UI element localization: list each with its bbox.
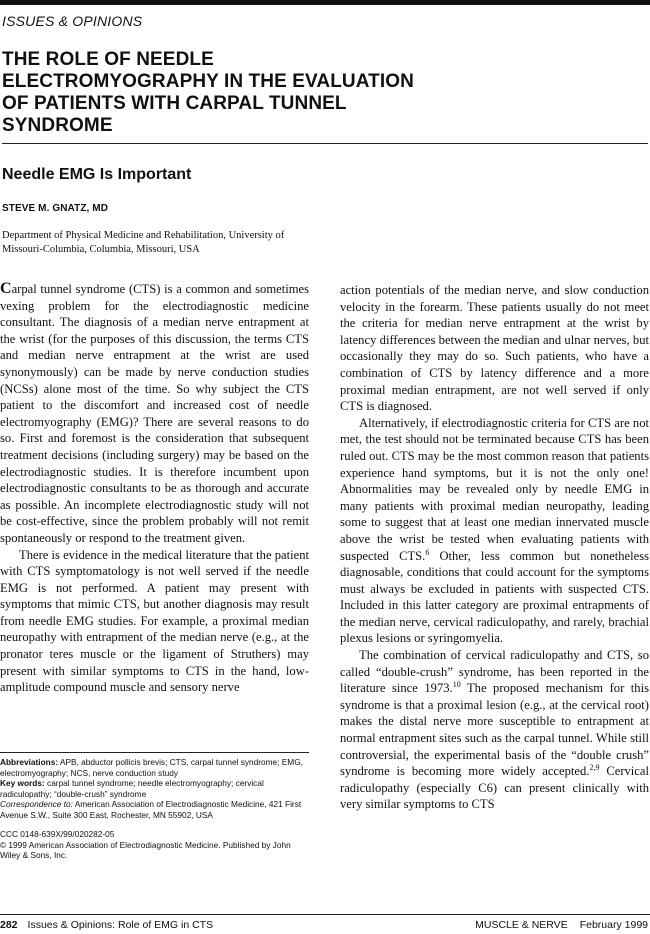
keywords-text: carpal tunnel syndrome; needle electromyography; cervical radiculopathy; “double-crush” syndrome [0, 778, 264, 799]
footer-left [0, 919, 213, 931]
paragraph-text: The combination of cervical radiculopathy and CTS, so called “double-crush” syndrome, has been reported in the literature since 1973. [340, 648, 649, 696]
abbreviations-note [0, 757, 309, 778]
paragraph: action potentials of the median nerve, and slow conduction velocity in the forearm. These patients usually do not meet the criteria for median nerve entrapment at the wrist by latency differences between the median and ulnar nerves, but occasionally they may do so. Such patients, who have a combination of CTS by latency difference and a more proximal median entrapment, are not well served if only CTS is diagnosed. [340, 283, 649, 414]
article-title: THE ROLE OF NEEDLE ELECTROMYOGRAPHY IN THE EVALUATION OF PATIENTS WITH CARPAL TUNNEL SYNDROME [2, 49, 414, 136]
reference-link[interactable]: 10 [452, 680, 461, 690]
paragraph: There is evidence in the medical literature that the patient with CTS symptomatology is not well served if the needle EMG is not performed. A patient may present with symptoms that mimic CTS, but another diagnosis may result from needle EMG studies. For example, a proximal median neuropathy with entrapment of the median nerve (e.g., at the pronator teres muscle or the ligament of Struthers) may present with similar symptoms to CTS in the hand, low-amplitude compound muscle and sensory nerve [0, 547, 309, 695]
author-affiliation: Department of Physical Medicine and Rehabilitation, University of Missouri-Columbia, Columbia, Missouri, USA [2, 230, 285, 255]
keywords-label: Key words: [0, 778, 45, 788]
abbreviations-text: APB, abductor pollicis brevis; CTS, carpal tunnel syndrome; EMG, electromyography; NCS, nerve conduction study [0, 757, 303, 778]
keywords-note [0, 778, 309, 799]
copyright-note: © 1999 American Association of Electrodiagnostic Medicine. Published by John Wiley & Sons, Inc. [0, 839, 291, 860]
correspondence-label: Correspondence to: [0, 799, 73, 809]
abbreviations-label: Abbreviations: [0, 757, 59, 767]
top-rule [0, 0, 650, 5]
paragraph [340, 647, 649, 813]
footnotes-block [0, 757, 309, 861]
correspondence-text: American Association of Electrodiagnostic Medicine, 421 First Avenue S.W., Suite 300 East, Rochester, MN 55902, USA [0, 799, 302, 820]
running-title: Issues & Opinions: Role of EMG in CTS [27, 919, 214, 931]
issue-date: February 1999 [579, 919, 648, 931]
paragraph-text: The proposed mechanism for this syndrome is that a proximal lesion (e.g., at the cervical root) makes the distal nerve more susceptible to entrapment at normal entrapment sites such as the carpal tunnel. While still controversial, the experimental basis of the “double crush” syndrome is becoming more widely accepted. [340, 681, 649, 779]
drop-cap: C [0, 280, 12, 297]
section-label: ISSUES & OPINIONS [2, 13, 143, 29]
paragraph-text: Other, less common but nonetheless diagnosable, conditions that could account for the symptoms must always be excluded in patients with suspected CTS. Included in this latter category are proximal entrapments of the median nerve, cervical radiculopathy, and rarely, brachial plexus lesions or syringomyelia. [340, 548, 650, 646]
footer-right [475, 919, 648, 931]
notes-divider [0, 752, 309, 753]
title-divider [2, 143, 648, 144]
correspondence-note [0, 799, 309, 820]
body-column-left [0, 281, 309, 696]
paragraph [0, 281, 309, 547]
page-number: 282 [0, 919, 18, 931]
paragraph-text: Alternatively, if electrodiagnostic criteria for CTS are not met, the test should not be terminated because CTS has been ruled out. CTS may be the most common reason that patients experience hand symptoms, but it is not the only one! Abnormalities may be revealed only by needle EMG in many patients with proximal median neuropathy, leading some to suggest that at least one median innervated muscle above the wrist be tested when evaluating patients with suspected CTS. [340, 415, 649, 563]
paragraph-text: Cervical radiculopathy (especially C6) can present clinically with very similar symptoms to CTS [340, 764, 649, 812]
article-subtitle: Needle EMG Is Important [2, 166, 192, 183]
paragraph [340, 415, 649, 647]
ccc-code: CCC 0148-639X/99/020282-05 [0, 829, 115, 839]
journal-name: MUSCLE & NERVE [475, 919, 568, 931]
author-name: STEVE M. GNATZ, MD [2, 203, 109, 214]
footer-divider [0, 914, 650, 915]
body-column-right [340, 282, 649, 813]
reference-link[interactable]: 6 [425, 547, 430, 557]
paragraph-text: arpal tunnel syndrome (CTS) is a common and sometimes vexing problem for the electrodiagnostic medicine consultant. The diagnosis of a median nerve entrapment at the wrist (for the purposes of this discussion, the terms CTS and median nerve entrapment at the wrist are used synonymously) can be made by nerve conduction studies (NCSs) alone most of the time. So why subject the CTS patient to the discomfort and increased cost of needle electromyography (EMG)? There are several reasons to do so. First and foremost is the consideration that subsequent treatment decisions (including surgery) may be based on the electrodiagnostic studies. It is therefore incumbent upon electrodiagnostic consultants to be as thorough and accurate as possible. An incomplete electrodiagnostic study will not be cost-effective, since the problem probably will not remit spontaneously or respond to the treatment given. [0, 282, 309, 545]
reference-link[interactable]: 2,9 [589, 763, 600, 773]
